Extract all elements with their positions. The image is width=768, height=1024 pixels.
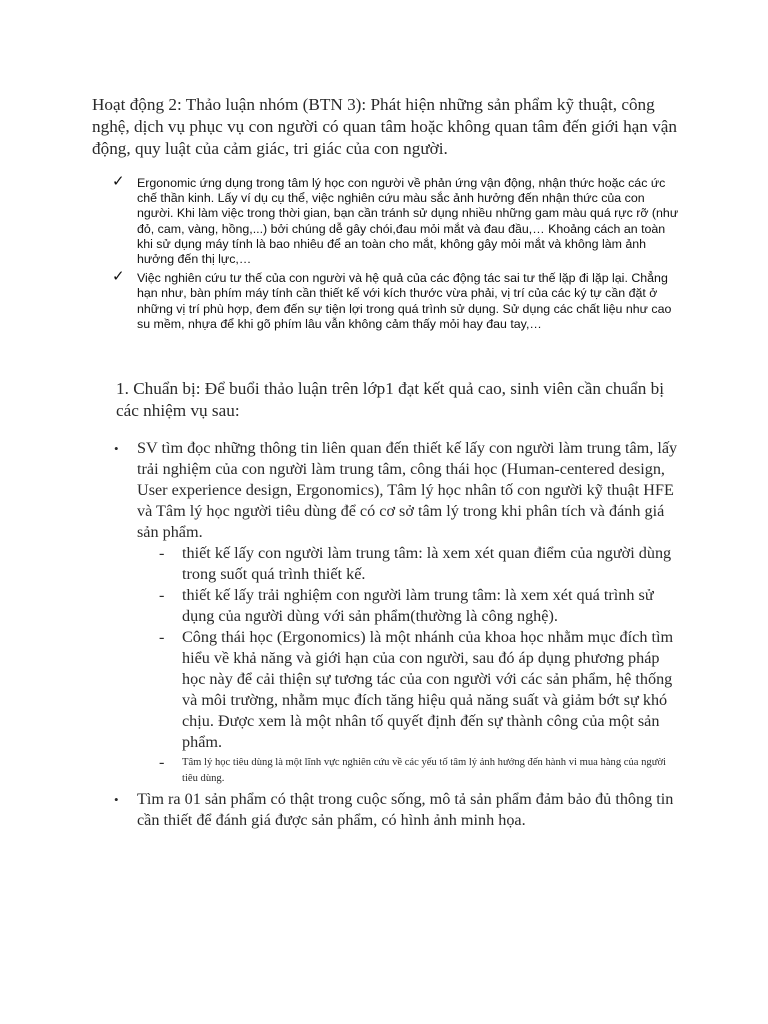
dash-icon: - [159, 628, 165, 646]
bullet-item [114, 438, 682, 787]
dash-item-text: Tâm lý học tiêu dùng là một lĩnh vực nghiên cứu về các yếu tố tâm lý ảnh hưởng đến hành vi mua hàng của người tiêu dùng. [182, 757, 666, 784]
bullet-item-text: Tìm ra 01 sản phẩm có thật trong cuộc sống, mô tả sản phẩm đảm bảo đủ thông tin cần thiết để đánh giá được sản phẩm, có hình ảnh minh họa. [137, 790, 674, 829]
bullet-list [114, 438, 682, 831]
dash-icon: - [159, 586, 165, 604]
bullet-item-text: SV tìm đọc những thông tin liên quan đến thiết kế lấy con người làm trung tâm, lấy trải nghiệm của con người làm trung tâm, công thái học (Human-centered design, User experience design, Ergonomics), Tâm lý học nhân tố con người kỹ thuật HFE và Tâm lý học người tiêu dùng để có cơ sở tâm lý trong khi phân tích và đánh giá sản phẩm. [137, 439, 678, 541]
dash-item [137, 585, 682, 627]
dash-icon: - [159, 544, 165, 562]
check-item-text: Việc nghiên cứu tư thế của con người và hệ quả của các động tác sai tư thế lặp đi lặp lại. Chẳng hạn như, bàn phím máy tính cần thiết kế với kích thước vừa phải, vị trí của các ký tự cần đặt ở những vị trí phù hợp, đem đến sự tiện lợi trong quá trình sử dụng. Sử dụng các chất liệu như cao su mềm, nhựa để khi gõ phím lâu vẫn không cảm thấy mỏi hay đau tay,… [137, 271, 672, 331]
bullet-item [114, 789, 682, 831]
checkmark-list [112, 173, 682, 336]
check-item-text: Ergonomic ứng dụng trong tâm lý học con người về phản ứng vận động, nhận thức hoặc các ức chế thần kinh. Lấy ví dụ cụ thể, việc nghiên cứu màu sắc ảnh hưởng đến nhận thức của con người. Khi làm việc trong thời gian, bạn cần tránh sử dụng nhiều những gam màu quá rực rỡ (như đỏ, cam, vàng, hồng,...) bởi chúng dễ gây chói,đau mỏi mắt và đau đầu,… Khoảng cách an toàn khi sử dụng máy tính là bao nhiêu để an toàn cho mắt, không gây mỏi mắt và không làm ảnh hưởng đến thị lực,… [137, 176, 679, 267]
activity-heading: Hoạt động 2: Thảo luận nhóm (BTN 3): Phát hiện những sản phẩm kỹ thuật, công nghệ, dịch vụ phục vụ con người có quan tâm hoặc không quan tâm đến giới hạn vận động, quy luật của cảm giác, tri giác của con người. [92, 95, 677, 158]
bullet-icon: • [114, 792, 119, 807]
dash-list [137, 543, 682, 787]
check-item [112, 173, 682, 267]
checkmark-icon: ✓ [112, 173, 125, 190]
section-title: 1. Chuẩn bị: Để buổi thảo luận trên lớp1 đạt kết quả cao, sinh viên cần chuẩn bị các nhiệm vụ sau: [116, 379, 664, 420]
dash-icon: - [159, 753, 165, 771]
dash-item-text: thiết kế lấy con người làm trung tâm: là xem xét quan điểm của người dùng trong suốt quá trình thiết kế. [182, 544, 672, 583]
dash-item [137, 627, 682, 753]
dash-item [137, 753, 682, 787]
dash-item-text: Công thái học (Ergonomics) là một nhánh của khoa học nhằm mục đích tìm hiểu về khả năng và giới hạn của con người, sau đó áp dụng phương pháp học này để cải thiện sự tương tác của con người với các sản phẩm, hệ thống và môi trường, nhằm mục đích tăng hiệu quả năng suất và giảm bớt sự khó chịu. Được xem là một nhân tố quyết định đến sự thành công của một sản phẩm. [182, 628, 674, 751]
dash-item [137, 543, 682, 585]
check-item [112, 268, 682, 332]
dash-item-text: thiết kế lấy trải nghiệm con người làm trung tâm: là xem xét quá trình sử dụng của người dùng với sản phẩm(thường là công nghệ). [182, 586, 654, 625]
bullet-icon: • [114, 441, 119, 456]
checkmark-icon: ✓ [112, 268, 125, 286]
